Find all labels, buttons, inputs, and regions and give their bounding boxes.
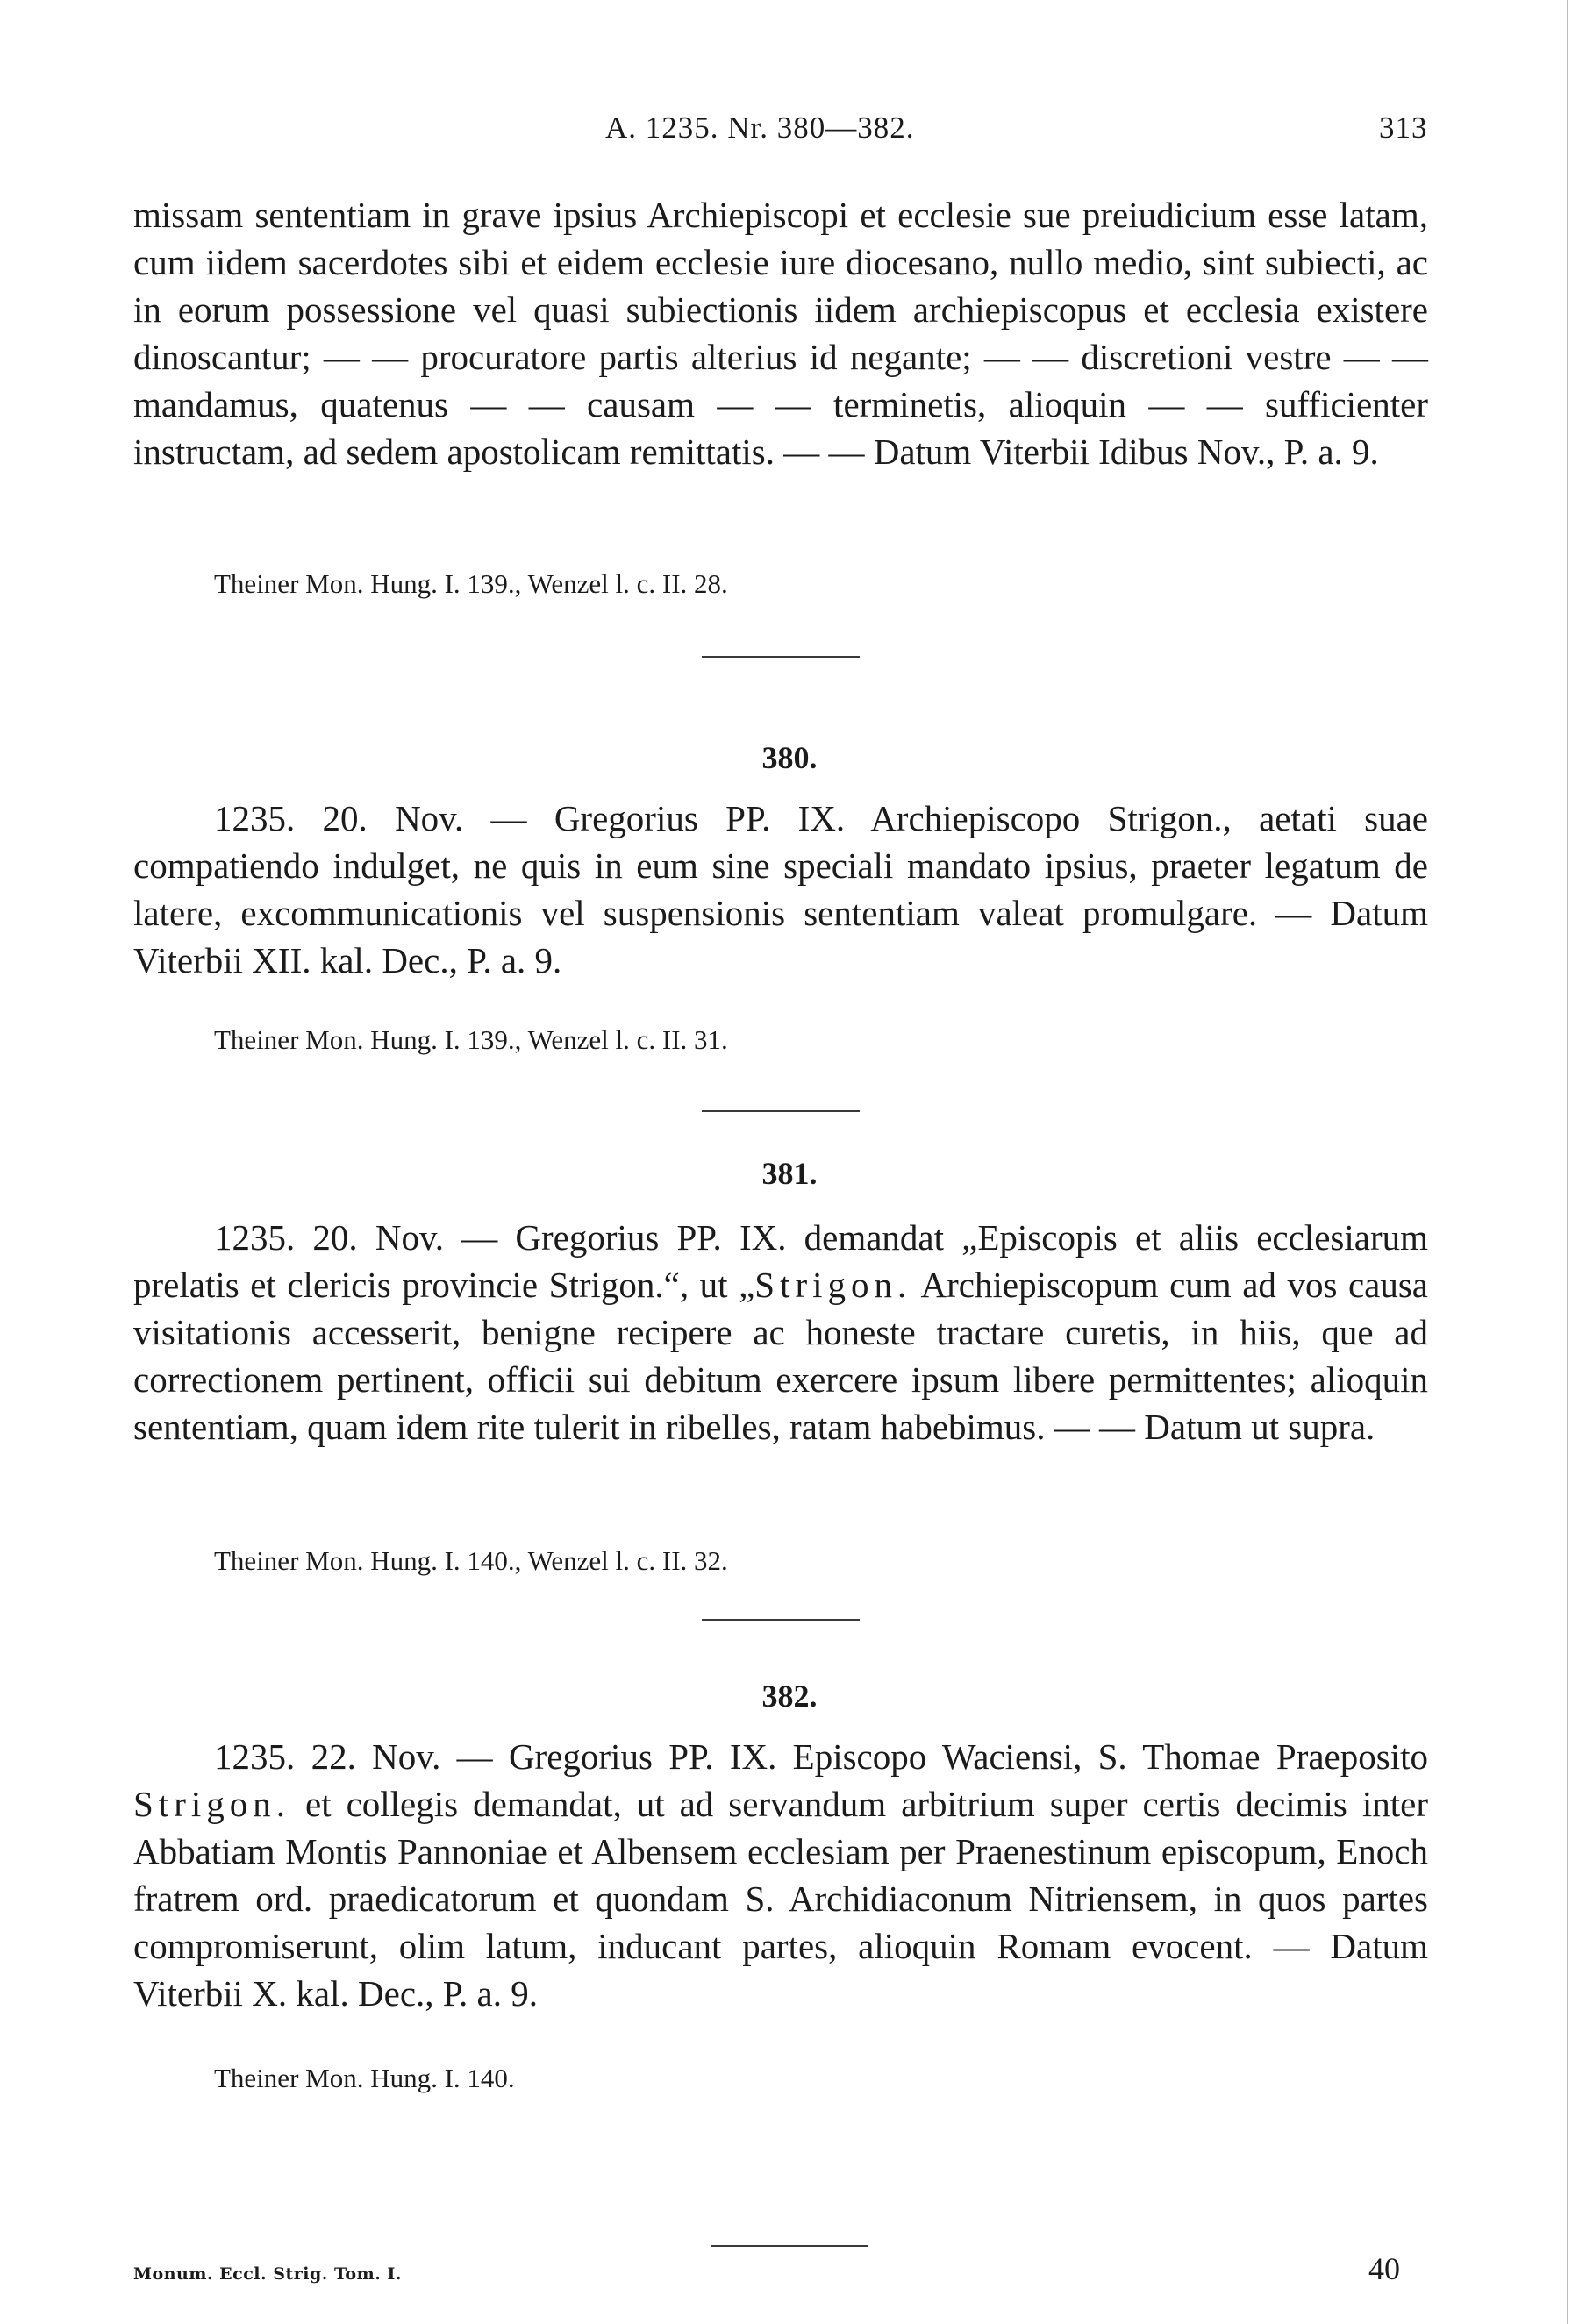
entry-382-number: 382. xyxy=(761,1679,818,1714)
footer-sheet-number: 40 xyxy=(1368,2251,1400,2286)
footer-series-signature: Monum. Eccl. Strig. Tom. I. xyxy=(133,2264,402,2284)
entry-381-text xyxy=(133,1214,1428,1451)
running-header xyxy=(0,110,1579,149)
entry-382-source: Theiner Mon. Hung. I. 140. xyxy=(214,2063,515,2093)
entry-381-number: 381. xyxy=(761,1156,818,1191)
entry-381-text-part: Archiepiscopum cum ad vos causa visitationis accesserit, benigne recipere ac honeste tractare curetis, in hiis, que ad correctionem pertinent, officii sui debitum exercere ipsum libere permittentes; alioquin sententiam, quam idem rite tulerit in ribelles, ratam habebimus. — — Datum ut supra. xyxy=(133,1265,1428,1447)
entry-382-text xyxy=(133,1733,1428,2017)
separator-rule xyxy=(702,1619,860,1621)
entry-380-text: 1235. 20. Nov. — Gregorius PP. IX. Archiepiscopo Strigon., aetati suae compatiendo indulget, ne quis in eum sine speciali mandato ipsius, praeter legatum de latere, excommunicationis vel suspensionis sententiam valeat promulgare. — Datum Viterbii XII. kal. Dec., P. a. 9. xyxy=(133,798,1428,980)
header-title: A. 1235. Nr. 380—382. xyxy=(605,110,915,145)
entry-382-spaced-word: Strigon. xyxy=(133,1784,290,1824)
entry-381-text-part: 1235. 20. Nov. — Gregorius PP. IX. demandat „Episcopis et aliis ecclesiarum prelatis et clericis provincie Strigon.“, ut „ xyxy=(133,1217,1428,1305)
entry-continuation-text: missam sententiam in grave ipsius Archiepiscopi et ecclesie sue preiudicium esse latam, cum iidem sacerdotes sibi et eidem ecclesie iure diocesano, nullo medio, sint subiecti, ac in eorum possessione vel quasi subiectionis iidem archiepiscopus et ecclesia existere dinoscantur; — — procuratore partis alterius id negante; — — discretioni vestre — — mandamus, quatenus — — causam — — terminetis, alioquin — — sufficienter instructam, ad sedem apostolicam remittatis. — — Datum Viterbii Idibus Nov., P. a. 9. xyxy=(133,195,1428,472)
separator-rule xyxy=(702,656,860,658)
entry-382-text-part: 1235. 22. Nov. — Gregorius PP. IX. Episcopo Waciensi, S. Thomae Praeposito xyxy=(214,1736,1428,1777)
separator-rule xyxy=(702,1110,860,1112)
entry-continuation-source: Theiner Mon. Hung. I. 139., Wenzel l. c. II. 28. xyxy=(214,568,728,599)
entry-381-spaced-word: Strigon. xyxy=(754,1265,912,1305)
entry-380-number: 380. xyxy=(761,740,818,775)
header-page-number: 313 xyxy=(1379,110,1428,145)
entry-382-text-part: et collegis demandat, ut ad servandum arbitrium super certis decimis inter Abbatiam Montis Pannoniae et Albensem ecclesiam per Praenestinum episcopum, Enoch fratrem ord. praedicatorum et quondam S. Archidiaconum Nitriensem, in quos partes compromiserunt, olim latum, inducant partes, alioquin Romam evocent. — Datum Viterbii X. kal. Dec., P. a. 9. xyxy=(133,1784,1428,2014)
entry-381-source: Theiner Mon. Hung. I. 140., Wenzel l. c. II. 32. xyxy=(214,1545,728,1576)
entry-380-source: Theiner Mon. Hung. I. 139., Wenzel l. c. II. 31. xyxy=(214,1024,728,1055)
footer-rule xyxy=(711,2245,868,2247)
